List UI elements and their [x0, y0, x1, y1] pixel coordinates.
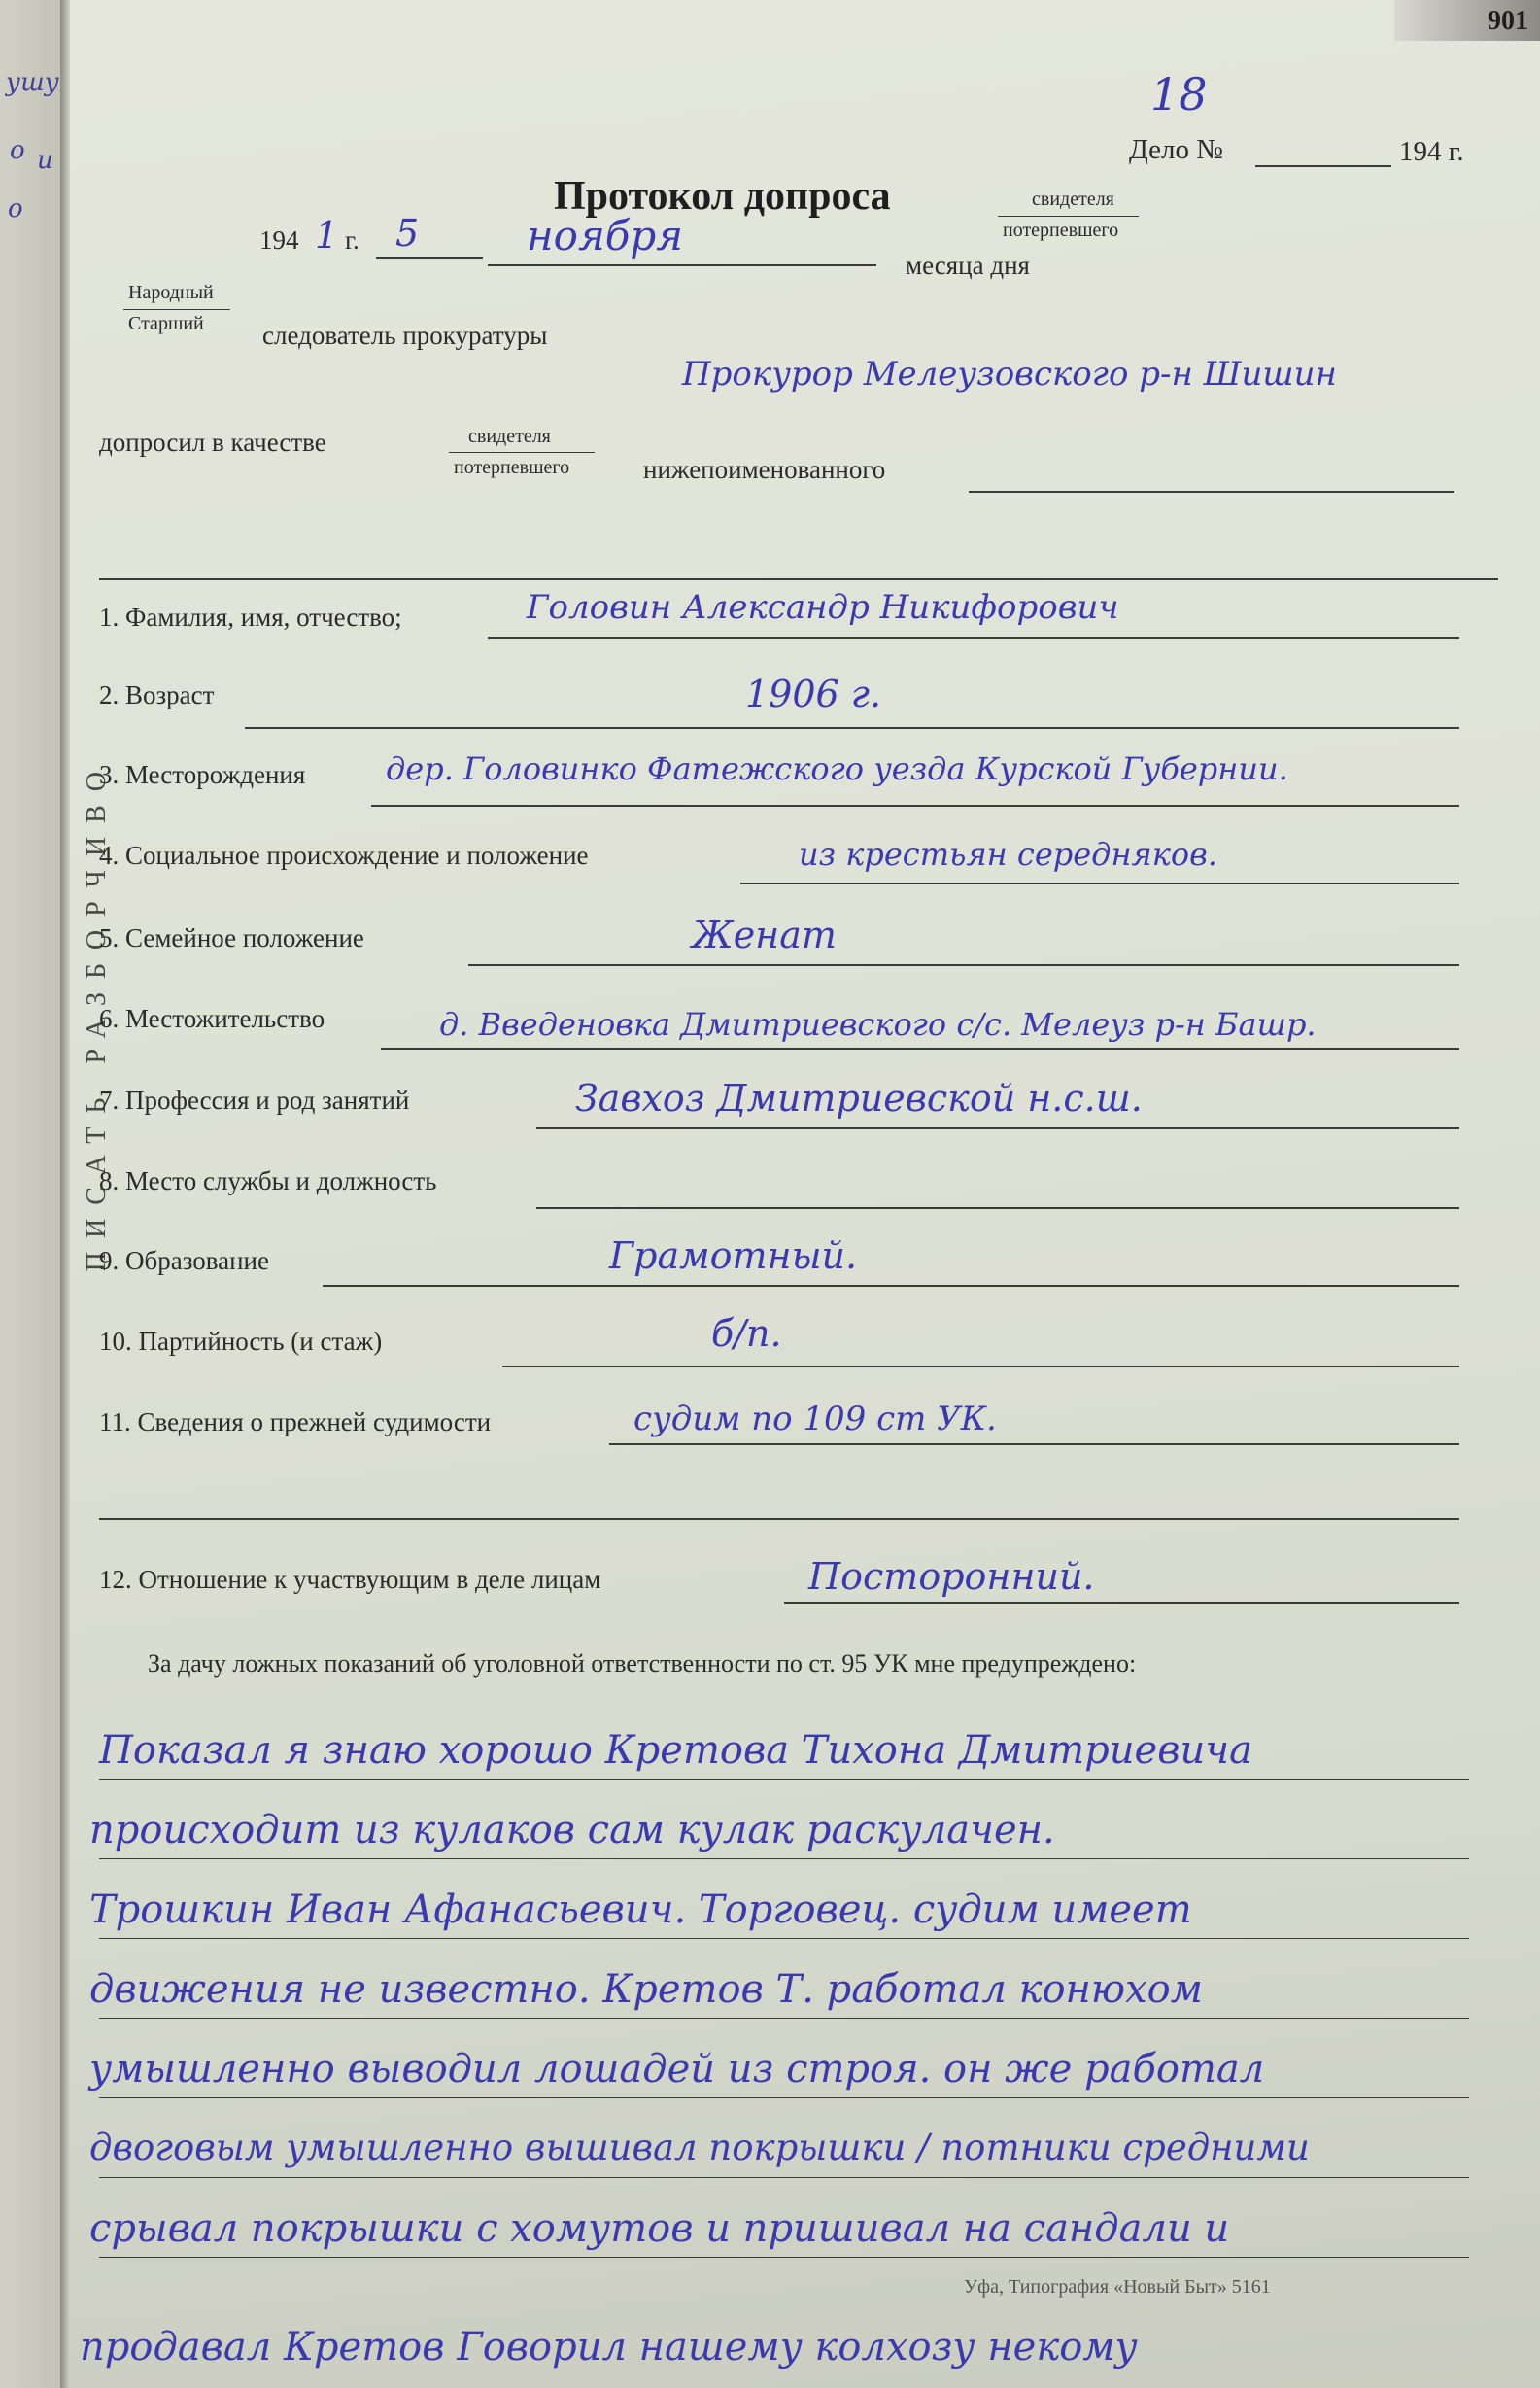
field-line [536, 1207, 1459, 1209]
questioned-suffix: нижепоименованного [643, 455, 886, 484]
testimony-rule [99, 1858, 1469, 1859]
date-day-handwritten: 5 [395, 212, 420, 255]
perjury-warning: За дачу ложных показаний об уголовной ответственности по ст. 95 УК мне предупреждено: [148, 1649, 1137, 1678]
field-value: д. Введеновка Дмитриевского с/с. Мелеуз р-н Башр. [439, 1006, 1317, 1043]
questioned-option-2: потерпевшего [454, 457, 570, 478]
margin-scribble: о [10, 136, 25, 165]
field-line [381, 1048, 1459, 1050]
field-line [609, 1443, 1459, 1445]
testimony-rule [99, 2018, 1469, 2019]
field-line [536, 1127, 1459, 1129]
investigator-option-line [123, 309, 230, 310]
investigator-option-2: Старший [128, 313, 204, 334]
field-line [468, 964, 1459, 966]
field-line [502, 1366, 1459, 1367]
field-label: 2. Возраст [99, 680, 215, 709]
questioned-option-1: свидетеля [468, 426, 551, 447]
field-label: 6. Местожительство [99, 1004, 325, 1033]
field-value: 1906 г. [745, 673, 882, 715]
protocol-sheet [60, 0, 1540, 2388]
date-day-line [376, 257, 483, 259]
questioned-line-2 [99, 578, 1498, 580]
side-stamp: ПИСАТЬ РАЗБОРЧИВО [82, 758, 112, 1272]
field-value: Завхоз Дмитриевской н.с.ш. [575, 1077, 1143, 1120]
questioned-line-1 [969, 491, 1454, 493]
field-label: 5. Семейное положение [99, 923, 364, 952]
testimony-rule [99, 1938, 1469, 1939]
investigator-handwritten: Прокурор Мелеузовского р-н Шишин [682, 355, 1337, 394]
date-suffix: месяца дня [906, 251, 1030, 280]
margin-scribble: ушу [6, 68, 59, 97]
binding-fold [60, 0, 70, 2388]
case-number-handwritten: 18 [1150, 68, 1208, 121]
testimony-rule [99, 2177, 1469, 2178]
field-value: судим по 109 ст УК. [633, 1400, 997, 1438]
testimony-line: движения не известно. Кретов Т. работал конюхом [89, 1967, 1203, 2012]
case-label: Дело № [1129, 134, 1223, 165]
testimony-line: умышленно выводил лошадей из строя. он же работал [89, 2047, 1265, 2092]
margin-scribble: и [37, 146, 53, 175]
investigator-label: следователь прокуратуры [262, 321, 548, 350]
margin-scribble: о [8, 194, 23, 224]
title-option-witness: свидетеля [1032, 189, 1114, 210]
testimony-rule [99, 2257, 1469, 2258]
field-label: 12. Отношение к участвующим в деле лицам [99, 1565, 601, 1594]
date-prefix: 194 [259, 225, 299, 255]
corner-number: 901 [1488, 6, 1528, 36]
field-line [488, 637, 1459, 639]
field-value: б/п. [711, 1312, 782, 1355]
case-year: 194 г. [1399, 136, 1464, 167]
testimony-line: Показал я знаю хорошо Кретова Тихона Дмитриевича [99, 1728, 1252, 1773]
questioned-option-line [449, 452, 595, 453]
field-label: 7. Профессия и род занятий [99, 1086, 410, 1115]
questioned-label: допросил в качестве [99, 428, 326, 457]
testimony-line: происходит из кулаков сам кулак раскулачен. [89, 1808, 1055, 1852]
left-page-strip [0, 0, 60, 2388]
page-title: Протокол допроса [554, 174, 891, 219]
testimony-line: двоговым умышленно вышивал покрышки / потники средними [89, 2127, 1310, 2168]
investigator-option-1: Народный [128, 282, 214, 303]
field-label: 3. Месторождения [99, 760, 306, 789]
testimony-line: продавал Кретов Говорил нашему колхозу некому [80, 2325, 1138, 2370]
field-label: 9. Образование [99, 1246, 269, 1275]
field-value: Посторонний. [808, 1555, 1095, 1598]
testimony-line: Трошкин Иван Афанасьевич. Торговец. судим имеет [89, 1887, 1192, 1932]
date-month-line [488, 264, 876, 266]
corner-number-tab [1394, 0, 1540, 41]
field-label: 10. Партийность (и стаж) [99, 1327, 383, 1356]
title-option-victim: потерпевшего [1003, 220, 1119, 241]
field-line [245, 727, 1459, 729]
testimony-rule [99, 1779, 1469, 1780]
date-g: г. [345, 225, 359, 255]
field-line-extra [99, 1518, 1459, 1520]
title-option-line [998, 216, 1139, 217]
field-value: Женат [692, 914, 837, 956]
field-line [784, 1602, 1459, 1604]
field-line [740, 883, 1459, 884]
field-value: Грамотный. [609, 1234, 858, 1277]
field-line [323, 1285, 1459, 1287]
field-label: 11. Сведения о прежней судимости [99, 1407, 492, 1436]
field-label: 4. Социальное происхождение и положение [99, 841, 589, 870]
field-value: из крестьян середняков. [799, 836, 1217, 873]
testimony-rule [99, 2097, 1469, 2098]
field-label: 8. Место службы и должность [99, 1166, 437, 1195]
field-value: Головин Александр Никифорович [527, 588, 1119, 627]
case-number-line [1255, 165, 1391, 167]
field-label: 1. Фамилия, имя, отчество; [99, 603, 402, 632]
date-month-handwritten: ноября [527, 212, 684, 260]
field-value: дер. Головинко Фатежского уезда Курской Губернии. [386, 750, 1288, 787]
date-year-handwritten: 1 [315, 214, 339, 257]
testimony-line: срывал покрышки с хомутов и пришивал на сандали и [89, 2206, 1230, 2251]
printer-mark: Уфа, Типография «Новый Быт» 5161 [964, 2276, 1271, 2298]
field-line [371, 805, 1459, 807]
